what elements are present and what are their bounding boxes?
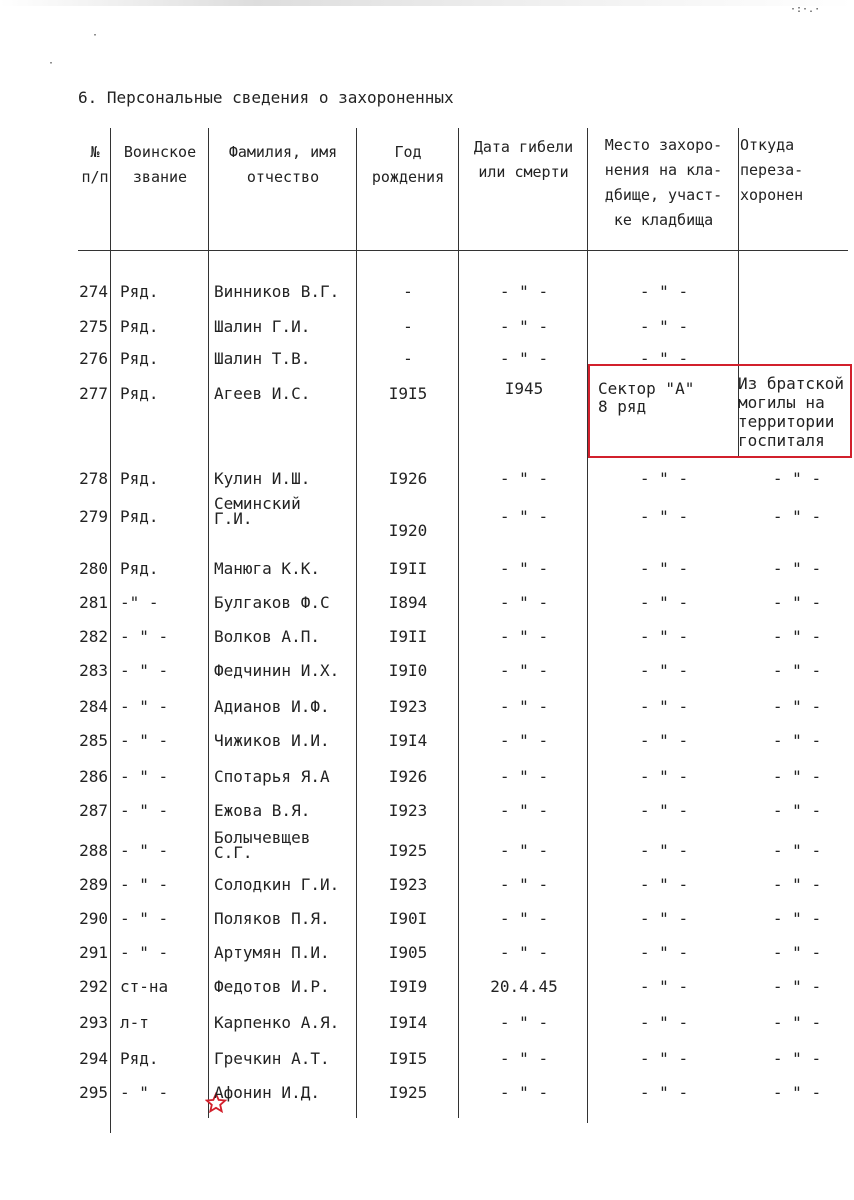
cell-num: 278 (79, 469, 108, 488)
column-divider (587, 128, 588, 1123)
cell-from: - " - (772, 1083, 822, 1102)
cell-name: Кулин И.Ш. (214, 469, 311, 488)
cell-from: - " - (772, 1049, 822, 1068)
cell-place: - " - (639, 909, 689, 928)
column-divider (208, 128, 209, 1118)
cell-name: Манюга К.К. (214, 559, 320, 578)
cell-name: Булгаков Ф.С (214, 593, 330, 612)
cell-death: - " - (499, 909, 549, 928)
cell-num: 280 (79, 559, 108, 578)
cell-rank: ст-на (120, 977, 169, 996)
cell-from: - " - (772, 767, 822, 786)
cell-year: I9I9 (388, 977, 428, 996)
section-title: 6. Персональные сведения о захороненных (78, 88, 454, 107)
cell-year: I9I5 (388, 1049, 428, 1068)
column-divider (356, 128, 357, 1118)
cell-name: Шалин Т.В. (214, 349, 311, 368)
cell-from: - " - (772, 593, 822, 612)
cell-num: 276 (79, 349, 108, 368)
cell-name: Афонин И.Д. (214, 1083, 320, 1102)
cell-place: - " - (639, 661, 689, 680)
cell-place: - " - (639, 469, 689, 488)
cell-death: - " - (499, 1013, 549, 1032)
cell-name: Шалин Г.И. (214, 317, 311, 336)
cell-year: I925 (388, 1083, 428, 1102)
column-divider (110, 128, 111, 1133)
cell-place: - " - (639, 801, 689, 820)
cell-from: - " - (772, 875, 822, 894)
cell-num: 289 (79, 875, 108, 894)
cell-place: - " - (639, 767, 689, 786)
cell-place: - " - (639, 1013, 689, 1032)
cell-place: - " - (639, 317, 689, 336)
cell-death: I945 (504, 379, 544, 398)
cell-place: - " - (639, 943, 689, 962)
cell-num: 292 (79, 977, 108, 996)
cell-name: Солодкин Г.И. (214, 875, 340, 894)
cell-num: 285 (79, 731, 108, 750)
cell-from: - " - (772, 661, 822, 680)
column-divider (458, 128, 459, 1118)
cell-place: - " - (639, 731, 689, 750)
cell-place: - " - (639, 559, 689, 578)
cell-death: - " - (499, 801, 549, 820)
cell-place: - " - (639, 282, 689, 301)
cell-rank: - " - (120, 875, 169, 894)
cell-year: I9I4 (388, 1013, 428, 1032)
cell-rank: л-т (120, 1013, 149, 1032)
cell-num: 283 (79, 661, 108, 680)
cell-death: - " - (499, 875, 549, 894)
scan-speck: ·:·.· (790, 4, 821, 15)
cell-rank: - " - (120, 1083, 169, 1102)
cell-death: - " - (499, 507, 549, 526)
cell-num: 290 (79, 909, 108, 928)
scan-edge (0, 0, 854, 6)
header-name: Фамилия, имя отчество (228, 143, 338, 186)
cell-rank: Ряд. (120, 507, 159, 526)
cell-place: - " - (639, 1049, 689, 1068)
cell-death: - " - (499, 1083, 549, 1102)
cell-from: - " - (772, 559, 822, 578)
cell-death: - " - (499, 593, 549, 612)
cell-rank: Ряд. (120, 559, 159, 578)
header-year: Год рождения (371, 143, 445, 186)
cell-place: - " - (639, 875, 689, 894)
cell-num: 275 (79, 317, 108, 336)
cell-rank: Ряд. (120, 1049, 159, 1068)
scan-speck: · (48, 58, 55, 69)
cell-year: - (403, 317, 413, 336)
cell-rank: Ряд. (120, 317, 159, 336)
cell-year: I926 (388, 767, 428, 786)
cell-num: 291 (79, 943, 108, 962)
cell-rank: - " - (120, 801, 169, 820)
cell-from: - " - (772, 627, 822, 646)
cell-year: - (403, 349, 413, 368)
cell-year: I923 (388, 801, 428, 820)
cell-num: 281 (79, 593, 108, 612)
cell-death: - " - (499, 767, 549, 786)
cell-place: - " - (639, 697, 689, 716)
cell-death: - " - (499, 731, 549, 750)
cell-from: - " - (772, 977, 822, 996)
cell-name: Винников В.Г. (214, 282, 340, 301)
cell-from: - " - (772, 1013, 822, 1032)
cell-year: I905 (388, 943, 428, 962)
cell-death: - " - (499, 627, 549, 646)
cell-rank: Ряд. (120, 349, 159, 368)
cell-death: - " - (499, 697, 549, 716)
cell-death: - " - (499, 943, 549, 962)
cell-from: - " - (772, 731, 822, 750)
cell-name: Ежова В.Я. (214, 801, 311, 820)
cell-death: 20.4.45 (490, 977, 558, 996)
cell-death: - " - (499, 317, 549, 336)
cell-place: - " - (639, 841, 689, 860)
cell-num: 274 (79, 282, 108, 301)
header-num: № п/п (81, 143, 109, 186)
cell-num: 277 (79, 384, 108, 403)
cell-name: Артумян П.И. (214, 943, 330, 962)
cell-rank: - " - (120, 627, 169, 646)
cell-num: 293 (79, 1013, 108, 1032)
cell-rank: - " - (120, 909, 169, 928)
cell-num: 295 (79, 1083, 108, 1102)
cell-name: Федчинин И.Х. (214, 661, 340, 680)
cell-name: Федотов И.Р. (214, 977, 330, 996)
cell-year: I894 (388, 593, 428, 612)
cell-death: - " - (499, 349, 549, 368)
cell-year: I9I4 (388, 731, 428, 750)
cell-year: I926 (388, 469, 428, 488)
header-rank: Воинское звание (123, 143, 197, 186)
cell-year: I9II (388, 559, 428, 578)
cell-death: - " - (499, 661, 549, 680)
cell-rank: - " - (120, 943, 169, 962)
cell-num: 294 (79, 1049, 108, 1068)
cell-year: - (403, 282, 413, 301)
cell-from: - " - (772, 507, 822, 526)
cell-place: Сектор "А" 8 ряд (598, 379, 695, 416)
cell-from: - " - (772, 943, 822, 962)
cell-rank: Ряд. (120, 469, 159, 488)
cell-name: Спотарья Я.А (214, 767, 330, 786)
cell-rank: - " - (120, 731, 169, 750)
cell-num: 287 (79, 801, 108, 820)
cell-from: - " - (772, 909, 822, 928)
cell-place: - " - (639, 507, 689, 526)
cell-from: - " - (772, 469, 822, 488)
cell-num: 279 (79, 507, 108, 526)
scan-speck: · (92, 30, 99, 41)
cell-num: 286 (79, 767, 108, 786)
cell-name: Карпенко А.Я. (214, 1013, 340, 1032)
cell-year: I923 (388, 875, 428, 894)
cell-num: 288 (79, 841, 108, 860)
cell-from: - " - (772, 801, 822, 820)
cell-year: I923 (388, 697, 428, 716)
cell-num: 284 (79, 697, 108, 716)
cell-from: - " - (772, 841, 822, 860)
header-from: Откуда переза- хоронен (740, 136, 804, 204)
cell-rank: Ряд. (120, 282, 159, 301)
cell-name: Чижиков И.И. (214, 731, 330, 750)
header-death: Дата гибели или смерти (473, 138, 574, 181)
cell-death: - " - (499, 559, 549, 578)
header-rule (78, 250, 848, 251)
cell-death: - " - (499, 282, 549, 301)
cell-death: - " - (499, 469, 549, 488)
cell-rank: - " - (120, 697, 169, 716)
cell-from: Из братской могилы на территории госпиталя (738, 374, 844, 450)
cell-name: Агеев И.С. (214, 384, 311, 403)
header-place: Место захоро- нения на кла- дбище, участ- ке кладбища (604, 136, 723, 229)
cell-name: Адианов И.Ф. (214, 697, 330, 716)
cell-year: I9I0 (388, 661, 428, 680)
cell-rank: -" - (120, 593, 159, 612)
cell-name: Поляков П.Я. (214, 909, 330, 928)
cell-year: I90I (388, 909, 428, 928)
cell-place: - " - (639, 1083, 689, 1102)
cell-name: Семинский Г.И. (214, 494, 301, 528)
cell-from: - " - (772, 697, 822, 716)
cell-death: - " - (499, 841, 549, 860)
cell-year: I9I5 (388, 384, 428, 403)
cell-rank: - " - (120, 661, 169, 680)
cell-num: 282 (79, 627, 108, 646)
cell-place: - " - (639, 593, 689, 612)
cell-place: - " - (639, 977, 689, 996)
cell-name: Волков А.П. (214, 627, 320, 646)
cell-year: I920 (388, 521, 428, 540)
cell-place: - " - (639, 349, 689, 368)
cell-death: - " - (499, 1049, 549, 1068)
cell-name: Гречкин А.Т. (214, 1049, 330, 1068)
cell-rank: Ряд. (120, 384, 159, 403)
cell-place: - " - (639, 627, 689, 646)
cell-rank: - " - (120, 841, 169, 860)
cell-year: I925 (388, 841, 428, 860)
cell-rank: - " - (120, 767, 169, 786)
cell-year: I9II (388, 627, 428, 646)
cell-name: Болычевщев С.Г. (214, 828, 311, 862)
